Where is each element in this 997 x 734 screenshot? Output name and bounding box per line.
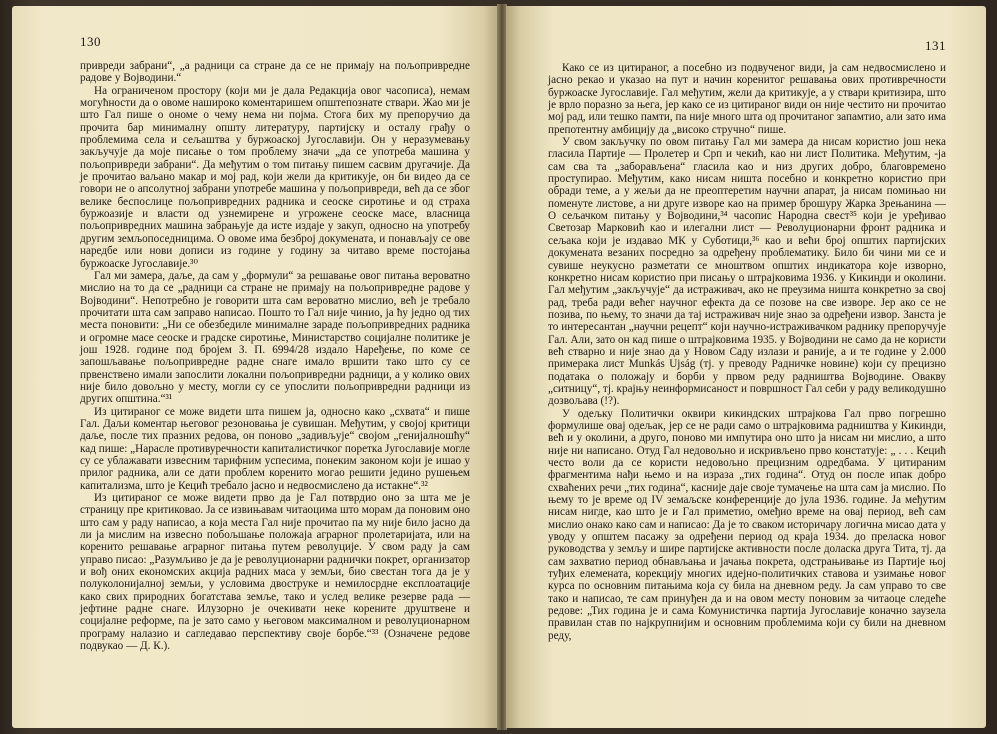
paragraph: На ограниченом простору (који ми је дала Редакција овог часописа), немам могућности да о овоме нашироко коментаришем општепознате ствари. Жао ми је што Гал пише о ономе о чему нема ни појма. Стога бих му препоручио да прочита бар минималну општу литературу, партијску и осталу грађу о проблемима села и сељаштва у буржоаској Југославији. Он у неразумевању закључује да моје писање о том проблему значи „да се употреба машина у пољопривреди забрани“. Да међутим о том питању пишем сасвим другачије. Да је прочитао ваљано макар и мој рад, који жели да критикује, он би видео да се говори не о апсолутној забрани употребе машина у пољопривреди, већ да се због велике беспослице пољопривредних радника и сеоске сиротиње и од страха буржоазије и власти од узнемирене и угрожене сеоске масе, власница пољопривредних машина забрањује да исте издаје у закуп, односно на употребу другим земљопоседницима. О овоме има безброј докумената, и понављају се ове наредбе или нови дописи из године у годину за читаво време постојања буржоаске Југославије.³⁰	[80, 84, 470, 270]
paragraph: Из цитираног се може видети шта пишем ја, односно како „схвата“ и пише Гал. Даљи коментар његовог резоновања је сувишан. Међутим, у својој критици даље, после тих празних редова, он поново „задивљује“ својом „генијалношћу“ кад пише: „Нарасле противуречности капиталистичког поретка Југославије могле су се ублажавати извесним тарифним успесима, понеким законом који је ишао у прилог радника, али се дати проблем коренито могао решити једино рушењем капитализма, што је Кецић требало јасно и недвосмислено да истакне“.³²	[80, 405, 470, 492]
paragraph: Гал ми замера, даље, да сам у „формули“ за решавање овог питања вероватно мислио на то да се „радници са стране не примају на пољопривредне радове у Војводини“. Непотребно је говорити шта сам вероватно мислио, већ је требало прочитати шта сам заправо написао. Пошто то Гал није чинио, ја ћу једно од тих места поновити: „Ни се обезбедиле минималне зараде пољопривредних радника и огромне масе сеоске и градске сиротиње, Министарство социјалне политике је још 1928. године под бројем З. П. 6994/28 издало Наређење, по коме се запошљавање пољопривредне радне снаге имало вршити тако што су се првенствено имали запослити локални пољопривредни радници, а у колико ових није било довољно у месту, могли су се упослити пољопривредни радници из других општина.“³¹	[80, 269, 470, 406]
left-page	[12, 6, 498, 728]
left-page-text	[80, 60, 470, 653]
page-number-left: 130	[80, 34, 101, 49]
paragraph: У одељку Политички оквири кикиндских штрајкова Гал прво погрешно формулише овај одељак, јер се не ради само о штрајковима радништва у Кикинди, већ и у околини, а друго, поново ми импутира оно што ја нисам ни мислио, а што није ни написано. Отуд Гал недовољно и искривљено прво констатује: „ . . . Кецић често воли да се користи недовољно прецизним одредбама. У цитираним фрагментима нађи њемо и на израза „тих година“. Отуд он после ипак добро схваћених речи „тих година“, касније даје своје тумачење на шта сам ја мислио. По њему то је време од IV земаљске конференције до јула 1936. године. Ја међутим нисам нигде, као што је и Гал приметио, омеђио време на овај период, већ сам мислио онако како сам и написао: Да је то сваком историчару логична мисао дата у уводу у општем пасажу за одређени период од краја 1934. до преласка новог руководства у земљу и шире партијске активности после доласка друга Тита, тј. да сам захватио период обнављања и јачања покрета, одстрањивање из Партије њој туђих елемената, корекцију многих идејно-политичких ставова и узимање новог курса по основним питањима која су била на дневном реду. Ја сам управо то све тако и написао, те сам принуђен да и на овом месту поновим за читаоце следеће редове: „Тих година је и сама Комунистичка партија Југославије коначно заузела правилан став по најкрупнијим и основним проблемима који су били на дневном реду,	[548, 407, 946, 642]
paragraph: У свом закључку по овом питању Гал ми замера да нисам користио још нека гласила Партије — Пролетер и Срп и чекић, као ни лист Политика. Међутим, -ја сам сва та „заборављена“ гласила као и низ других добро, благовремено проступирао. Међутим, како нисам ништа посебно и конкретно користио при обради теме, а у жељи да не преоптеретим научни апарат, ја нисам помињао ни поменуте листове, а ни друге изворе као на пример брошуру Жарка Зрењанина — О сељачком питању у Војводини,³⁴ часопис Народна свест³⁵ који је уређивао Светозар Марковић као и илегални лист — Револуционарни фронт радника и сељака који је издавао МК у Суботици,³⁶ као и већи број општих партијских докумената везаних посредно за одређену проблематику. Било би чини ми се и сувише неукусно разметати се мноштвом општих индикатора које изворно, конкретно нисам користио при писању о штрајковима 1936. у Кикинди и околини. Гал међутим „закључује“ да истраживач, ако не преузима ништа конкретно за свој рад, треба ради већег научног ефекта да се позове на све изворе. Јер ако се не позива, по њему, то значи да тај истраживач није знао за одређени извор. Занста је то интересантан „научни рецепт“ који научно-истраживачком раднику препоручује Гал. Али, зато он кад пише о штрајковима 1935. у Војводини не само да не користи већ стварно и није знао да у Новом Саду излази и раније, а и те године у 2.000 примерака лист Munkás Ujság (тј. у преводу Радничке новине) који су прецизно података о положају и борби у првом реду радништва Војводине. Овакву „ситницу“, тј. крајњу неинформисаност и површност Гал себи у раду великодушно дозвољава (!?).	[548, 136, 946, 408]
paragraph: привреди забрани“, „а радници са стране да се не примају на пољопривредне радове у Војводини.“	[80, 60, 470, 85]
right-page	[506, 6, 986, 728]
paragraph: Како се из цитираног, а посебно из подвученог види, ја сам недвосмислено и јасно рекао и указао на пут и начин коренитог решавања ових противречности буржоаске Југославије. Гал међутим, жели да критикује, а у ствари критизира, што је врло поразно за њега, јер како се из цитираног види он није честито ни прочитао мој рад, или тешко памти, па није много шта од прочитаног запамтио, али зато има препотентну амбицију да „високо стручно“ пише.	[548, 62, 946, 136]
right-page-text	[548, 62, 946, 642]
page-number-right: 131	[925, 38, 946, 53]
paragraph: Из цитираног се може видети прво да је Гал потврдио оно за шта ме је страницу пре критиковао. Ја се извињавам читаоцима што морам да поновим оно што сам у раду написао, а која места Гал није прочитао па му није било јасно да ли ја мислим на извесно побољшање положаја аграрног пролетаријата, или на коренито решавање аграрног питања путем револуције. У свом раду ја сам управо писао: „Разумљиво је да је револуционарни раднички покрет, организатор и вођ оних економских акција радних маса у земљи, био свестан тога да је у полуколонијалној земљи, у условима двоструке и немилосрдне експлоатације како свих природних богатстава земље, тако и услед велике резерве рада — јефтине радне снаге. Илузорно је очекивати неке корените друштвене и социјалне реформе, па је зато само у његовом максималном и револуционарном програму налазио и сагледавао перспективу своје борбе.“³³ (Означене редове подвукао — Д. К.).	[80, 492, 470, 653]
